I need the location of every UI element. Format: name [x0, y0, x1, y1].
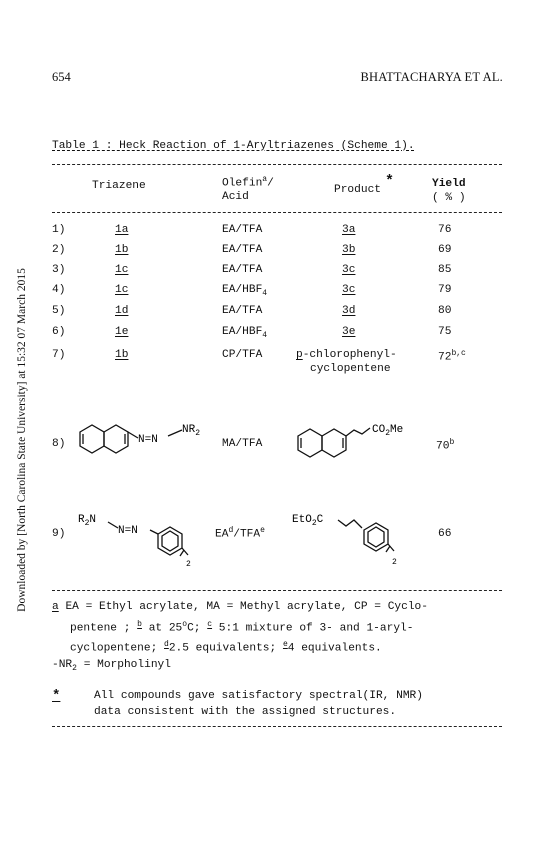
row-8-product-group: $CO_2Me$ — [372, 424, 404, 438]
row-9-reagent-structure — [68, 508, 218, 570]
row-2-triazene — [115, 244, 128, 256]
row-7-product-line1: -chlorophenyl- — [302, 349, 397, 361]
row-7-product-prefix: p — [296, 349, 303, 361]
footnote-nr2: $-NR_2$ = Morpholinyl — [52, 659, 171, 674]
row-9-r2n: $R_2N$ — [78, 514, 97, 528]
row-7-olefin: CP/TFA — [222, 349, 263, 361]
row-1-olefin — [222, 224, 262, 236]
naphthalene-rings — [80, 425, 182, 453]
row-2-number-text: 2) — [52, 244, 66, 256]
row-5-yield-text: 80 — [438, 305, 452, 317]
row-5-product — [342, 305, 355, 317]
row-3-number — [52, 264, 65, 276]
footnote-star-line1: All compounds gave satisfactory spectral(IR, NMR) — [94, 690, 423, 702]
product-naphthalene — [298, 428, 370, 457]
row-4-triazene — [115, 284, 128, 296]
row-6-olefin — [222, 326, 267, 340]
header-product-text: Product — [334, 184, 381, 196]
row-4-olefin — [222, 284, 267, 298]
row-8-azo: N=N — [138, 434, 158, 446]
row-5-number-text: 5) — [52, 305, 66, 317]
row-5-triazene-text: 1d — [115, 305, 129, 317]
row-4-olefin-text: EA/HBF — [222, 284, 263, 296]
row-7-yield-sup: b,c — [451, 349, 466, 358]
row-1-number — [52, 224, 65, 236]
watermark-text: Downloaded by [North Carolina State University] at 15:32 07 March 2015 — [16, 268, 28, 612]
table-caption — [52, 140, 502, 152]
table-top-rule — [52, 164, 502, 165]
row-1-triazene — [115, 224, 128, 236]
row-9-product-structure — [286, 508, 426, 570]
row-2-olefin-text: EA/TFA — [222, 244, 263, 256]
row-7-product — [296, 349, 397, 361]
row-4-yield — [438, 284, 451, 296]
row-1-product — [342, 224, 355, 236]
row-1-triazene-text: 1a — [115, 224, 129, 236]
footnote-a-text: EA = Ethyl acrylate, MA = Methyl acrylate, CP = Cyclo- — [65, 601, 428, 613]
row-9-number: 9) — [52, 528, 66, 540]
row-4-olefin-sub: 4 — [262, 289, 268, 299]
row-9-azo: N=N — [118, 525, 138, 537]
running-head: BHATTACHARYA ET AL. — [360, 70, 503, 84]
table-caption-text: Table 1 : Heck Reaction of 1-Aryltriazenes (Scheme 1). — [52, 140, 415, 152]
row-6-product — [342, 326, 355, 338]
footnote-line-2: pentene ; $^b$ at 25$^o$C; $^c$ 5:1 mixture of 3- and 1-aryl- — [70, 620, 414, 635]
row-7-triazene: 1b — [115, 349, 129, 361]
row-2-olefin — [222, 244, 262, 256]
row-2-product — [342, 244, 355, 256]
row-7-product-line2: cyclopentene — [310, 363, 391, 375]
row-3-product-text: 3c — [342, 264, 356, 276]
row-8-olefin: MA/TFA — [222, 438, 263, 450]
row-6-product-text: 3e — [342, 326, 356, 338]
row-6-triazene-text: 1e — [115, 326, 129, 338]
row-7-number: 7) — [52, 349, 66, 361]
row-1-olefin-text: EA/TFA — [222, 224, 263, 236]
row-1-product-text: 3a — [342, 224, 356, 236]
header-olefin-text: Olefin — [222, 177, 263, 190]
row-5-olefin — [222, 305, 262, 317]
row-8-yield — [436, 438, 454, 453]
row-5-triazene — [115, 305, 128, 317]
footnote-star-line2: data consistent with the assigned structures. — [94, 706, 397, 718]
row-8-product-structure — [292, 420, 442, 470]
row-9-olefin — [215, 526, 265, 541]
row-3-product — [342, 264, 355, 276]
row-5-product-text: 3d — [342, 305, 356, 317]
footnote-star-mark: * — [52, 688, 61, 704]
row-9-product-group: EtO$_2$C — [292, 514, 324, 528]
footnote-bottom-rule — [52, 726, 502, 727]
header-yield: Yield — [432, 178, 466, 190]
row-6-yield-text: 75 — [438, 326, 452, 338]
row-4-number — [52, 284, 65, 296]
row-3-olefin-text: EA/TFA — [222, 264, 263, 276]
footnote-line-3: cyclopentene; $^d$2.5 equivalents; $^e$4 equivalents. — [70, 640, 382, 655]
row-7-yield — [438, 349, 466, 364]
row-1-yield — [438, 224, 451, 236]
header-olefin-sup: a — [262, 175, 268, 184]
footnote-a — [52, 601, 428, 613]
footnote-star — [52, 688, 60, 704]
row-4-product-text: 3c — [342, 284, 356, 296]
table-bottom-rule — [52, 590, 502, 591]
row-9-olefin-b: /TFA — [233, 528, 261, 541]
header-olefin-slash: / — [267, 177, 274, 190]
row-7-yield-value: 72 — [438, 351, 452, 364]
page-number: 654 — [52, 70, 71, 84]
row-4-number-text: 4) — [52, 284, 66, 296]
header-triazene: Triazene — [92, 180, 146, 192]
row-8-yield-sup: b — [449, 438, 455, 447]
row-5-number — [52, 305, 65, 317]
row-3-yield — [438, 264, 451, 276]
footnote-a-mark: a — [52, 601, 59, 613]
row-8-number: 8) — [52, 438, 66, 450]
row-9-yield: 66 — [438, 528, 452, 540]
row-8-nr2: $NR_2$ — [182, 424, 201, 438]
row-6-olefin-sub: 4 — [262, 331, 268, 341]
row-2-triazene-text: 1b — [115, 244, 129, 256]
row-6-triazene — [115, 326, 128, 338]
row-9-olefin-a: EA — [215, 528, 229, 541]
row-8-reagent-structure — [70, 420, 230, 470]
header-product-mark: * — [385, 173, 395, 190]
row-6-number-text: 6) — [52, 326, 66, 338]
row-4-yield-text: 79 — [438, 284, 452, 296]
row-3-triazene-text: 1c — [115, 264, 129, 276]
row-9-product-mult: 2 — [392, 558, 397, 567]
row-3-triazene — [115, 264, 128, 276]
row-1-yield-text: 76 — [438, 224, 452, 236]
row-3-yield-text: 85 — [438, 264, 452, 276]
row-4-triazene-text: 1c — [115, 284, 129, 296]
row-6-yield — [438, 326, 451, 338]
header-acid: Acid — [222, 191, 249, 203]
table-header-rule — [52, 212, 502, 213]
row-9-reagent-mult: 2 — [186, 560, 191, 569]
row-3-olefin — [222, 264, 262, 276]
row-2-product-text: 3b — [342, 244, 356, 256]
row-9-olefin-a-sup: d — [228, 526, 234, 535]
row-4-product — [342, 284, 355, 296]
row-5-yield — [438, 305, 451, 317]
row-9-reagent-ring — [150, 527, 188, 556]
row-9-product-ring — [338, 520, 394, 552]
header-olefin — [222, 175, 274, 190]
row-1-number-text: 1) — [52, 224, 66, 236]
row-3-number-text: 3) — [52, 264, 66, 276]
row-9-olefin-b-sup: e — [260, 526, 265, 535]
header-product — [334, 173, 395, 197]
row-8-yield-value: 70 — [436, 440, 450, 453]
download-watermark — [12, 240, 32, 640]
row-6-number — [52, 326, 65, 338]
row-5-olefin-text: EA/TFA — [222, 305, 263, 317]
header-yield-unit: ( % ) — [432, 192, 466, 204]
row-2-number — [52, 244, 65, 256]
row-2-yield — [438, 244, 451, 256]
row-2-yield-text: 69 — [438, 244, 452, 256]
row-6-olefin-text: EA/HBF — [222, 326, 263, 338]
